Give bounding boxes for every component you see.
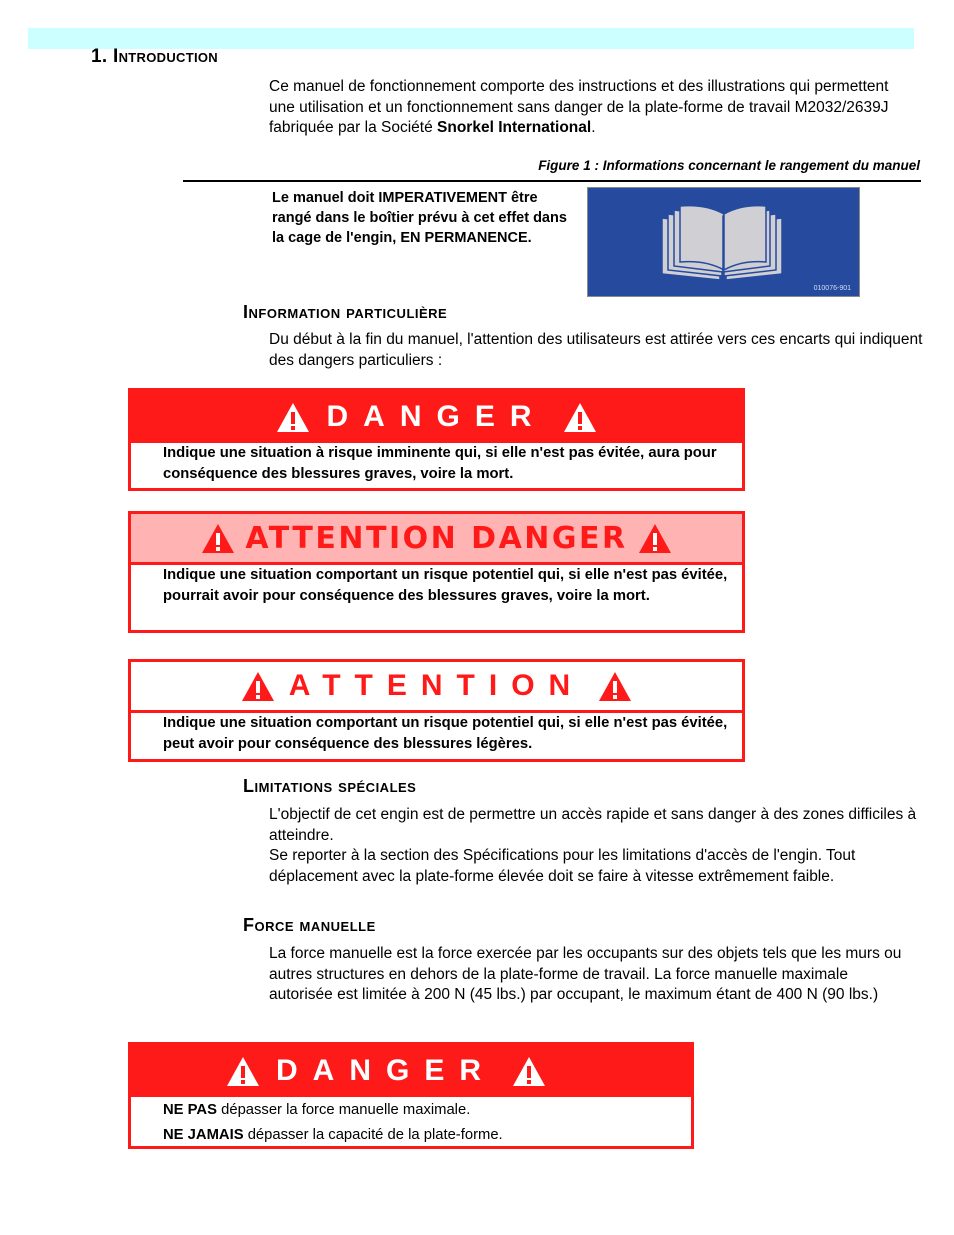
line2-emphasis: NE JAMAIS [163, 1127, 244, 1143]
danger-description: Indique une situation à risque imminente qui, si elle n'est pas évitée, aura pour conséquence des blessures graves, voire la mort. [163, 445, 717, 482]
warning-triangle-icon [201, 522, 235, 554]
heading-limitations: Limitations spéciales [243, 776, 417, 796]
danger-sign-header [131, 391, 742, 443]
warning-triangle-icon [638, 522, 672, 554]
company-name: Snorkel International [437, 119, 592, 136]
attention-danger-description: Indique une situation comportant un risque potentiel qui, si elle n'est pas évitée, pourrait avoir pour conséquence des blessures graves, voire la mort. [163, 567, 728, 604]
manual-storage-note: Le manuel doit IMPERATIVEMENT être rangé dans le boîtier prévu à cet effet dans la cage de l'engin, EN PERMANENCE. [272, 190, 567, 246]
caption-divider [183, 180, 921, 182]
intro-text-after: . [591, 119, 596, 136]
danger-sign [128, 388, 745, 491]
warning-triangle-icon [226, 1055, 260, 1087]
danger-force-line2 [163, 1123, 691, 1148]
line2-text: dépasser la capacité de la plate-forme. [243, 1127, 503, 1143]
limitations-paragraph [269, 805, 919, 887]
attention-title: ATTENTION [288, 669, 585, 702]
line1-emphasis: NE PAS [163, 1102, 217, 1118]
attention-sign [128, 659, 745, 762]
attention-danger-sign [128, 511, 745, 633]
decal-part-number: 010076-901 [813, 285, 851, 292]
danger-force-description [131, 1097, 691, 1148]
attention-danger-title: ATTENTION DANGER [245, 520, 628, 556]
intro-paragraph [269, 77, 899, 139]
limitations-p1: L'objectif de cet engin est de permettre un accès rapide et sans danger à des zones difficiles à atteindre. [269, 806, 917, 844]
intro-text-before: Ce manuel de fonctionnement comporte des instructions et des illustrations qui permettent une utilisation et un fonctionnement sans danger de la plate-forme de travail M2032/2639J fabriquée par la Société [269, 78, 889, 136]
limitations-p2: Se reporter à la section des Spécifications pour les limitations d'accès de l'engin. Tout déplacement avec la plate-forme élevée doit se faire à vitesse extrêmement faible. [269, 847, 856, 885]
danger-force-sign [128, 1042, 694, 1149]
warning-triangle-icon [276, 401, 310, 433]
section-title: 1. Introduction [91, 46, 218, 67]
attention-danger-sign-header [131, 514, 742, 565]
attention-sign-header [131, 662, 742, 713]
warning-triangle-icon [512, 1055, 546, 1087]
danger-force-line1 [163, 1098, 691, 1123]
heading-information: Information particulière [243, 302, 448, 322]
information-paragraph: Du début à la fin du manuel, l'attention des utilisateurs est attirée vers ces encarts qui indiquent des dangers particuliers : [269, 331, 923, 369]
warning-triangle-icon [563, 401, 597, 433]
warning-triangle-icon [241, 670, 275, 702]
danger-title: DANGER [326, 400, 547, 433]
figure-caption: Figure 1 : Informations concernant le rangement du manuel [538, 158, 920, 173]
danger-force-sign-header [131, 1045, 691, 1097]
attention-description: Indique une situation comportant un risque potentiel qui, si elle n'est pas évitée, peut avoir pour conséquence des blessures légères. [163, 715, 728, 752]
danger-force-title: DANGER [275, 1054, 496, 1087]
heading-force: Force manuelle [243, 915, 376, 935]
open-book-icon [588, 188, 859, 296]
force-paragraph: La force manuelle est la force exercée par les occupants sur des objets tels que les murs ou autres structures en dehors de la plate-forme de travail. La force manuelle maximale autorisée est limitée à 200 N (45 lbs.) par occupant, le maximum étant de 400 N (90 lbs.) [269, 945, 902, 1003]
warning-triangle-icon [598, 670, 632, 702]
manual-storage-decal [587, 187, 860, 297]
line1-text: dépasser la force manuelle maximale. [217, 1102, 471, 1118]
